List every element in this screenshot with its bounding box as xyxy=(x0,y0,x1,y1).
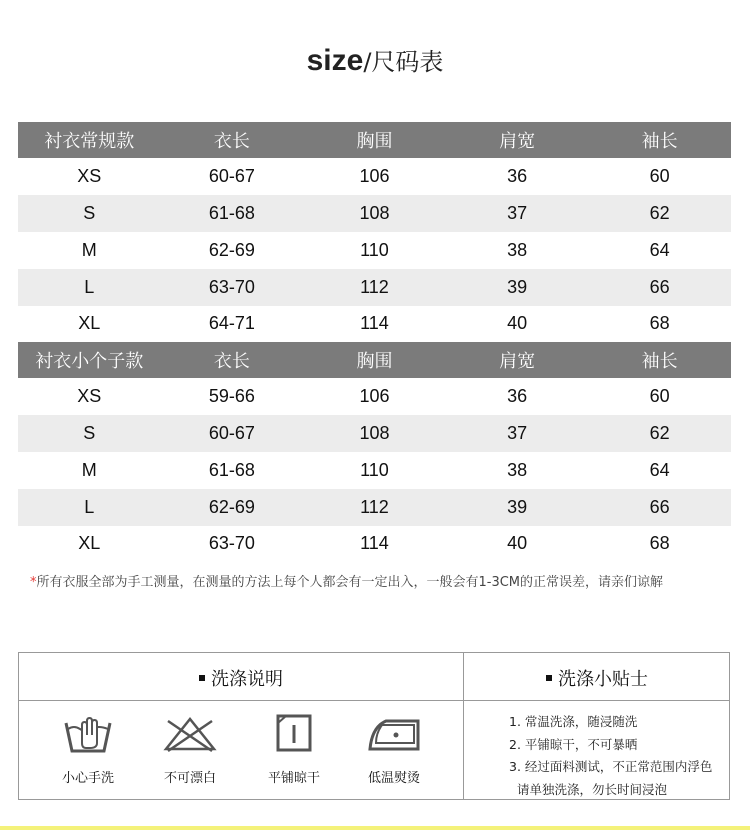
header-length: 衣长 xyxy=(213,351,250,372)
care-item-low-iron xyxy=(339,713,449,786)
cell-length: 62-69 xyxy=(208,240,255,260)
bottom-accent-bar xyxy=(0,826,750,830)
care-label: 小心手洗 xyxy=(61,771,114,786)
cell-length: 63-70 xyxy=(208,532,255,553)
tip-item: 3. 经过面料测试，不正常范围内浮色 xyxy=(509,759,713,774)
cell-sleeve: 66 xyxy=(649,277,670,297)
care-label: 不可漂白 xyxy=(163,771,216,786)
table-row xyxy=(18,195,731,232)
dry-flat-icon xyxy=(272,713,316,755)
cell-length: 60-67 xyxy=(208,423,255,443)
cell-sleeve: 66 xyxy=(649,497,670,517)
cell-sleeve: 68 xyxy=(649,532,670,553)
header-chest: 胸围 xyxy=(356,131,393,152)
cell-size: XS xyxy=(77,166,102,186)
cell-length: 61-68 xyxy=(208,460,255,480)
cell-chest: 112 xyxy=(360,497,389,517)
care-tips-list xyxy=(509,711,712,801)
care-label: 低温熨烫 xyxy=(367,771,420,786)
cell-size: M xyxy=(81,240,97,260)
header-style-name: 衬衣小个子款 xyxy=(35,351,144,372)
cell-chest: 110 xyxy=(360,460,389,480)
cell-length: 59-66 xyxy=(208,386,255,406)
header-length: 衣长 xyxy=(213,131,250,152)
measurement-note xyxy=(30,571,730,590)
header-shoulder: 肩宽 xyxy=(499,351,536,372)
care-item-hand-wash xyxy=(33,713,143,786)
table-row xyxy=(18,489,731,526)
table-row xyxy=(18,452,731,489)
low-iron-icon xyxy=(364,713,424,755)
cell-shoulder: 38 xyxy=(507,460,528,480)
cell-sleeve: 62 xyxy=(649,203,670,223)
care-item-dry-flat xyxy=(239,713,349,786)
cell-size: XS xyxy=(77,386,102,406)
cell-length: 63-70 xyxy=(208,277,255,297)
header-sleeve: 袖长 xyxy=(641,131,678,152)
care-divider-horizontal xyxy=(19,700,729,701)
cell-chest: 106 xyxy=(359,386,390,406)
table-row xyxy=(18,378,731,415)
cell-sleeve: 60 xyxy=(649,166,670,186)
size-table-petite xyxy=(18,342,731,560)
cell-shoulder: 37 xyxy=(507,423,528,443)
note-text: 所有衣服全部为手工测量，在测量的方法上每个人都会有一定出入，一般会有1-3CM的正常误差，请亲们谅解 xyxy=(36,575,664,590)
care-tips-title: 洗涤小贴士 xyxy=(463,665,731,691)
cell-length: 62-69 xyxy=(208,497,255,517)
cell-shoulder: 36 xyxy=(507,166,528,186)
cell-sleeve: 62 xyxy=(649,423,670,443)
cell-size: L xyxy=(84,497,95,517)
cell-size: L xyxy=(84,277,95,297)
page-title xyxy=(0,42,750,78)
cell-shoulder: 39 xyxy=(507,497,528,517)
cell-size: XL xyxy=(78,312,101,333)
cell-shoulder: 36 xyxy=(507,386,528,406)
table-row xyxy=(18,269,731,306)
square-bullet-icon xyxy=(546,675,552,681)
note-star: * xyxy=(30,575,37,590)
cell-chest: 106 xyxy=(359,166,390,186)
header-shoulder: 肩宽 xyxy=(499,131,536,152)
tip-item: 2. 平铺晾干，不可暴晒 xyxy=(509,736,638,752)
cell-length: 60-67 xyxy=(208,166,255,186)
size-table-regular xyxy=(18,122,731,340)
cell-shoulder: 38 xyxy=(507,240,528,260)
cell-shoulder: 37 xyxy=(507,203,528,223)
header-chest: 胸围 xyxy=(356,351,393,372)
cell-shoulder: 40 xyxy=(507,312,528,333)
table-header-regular xyxy=(18,122,731,158)
cell-chest: 112 xyxy=(360,277,389,297)
cell-sleeve: 64 xyxy=(649,240,670,260)
table-header-petite xyxy=(18,342,731,378)
care-icons xyxy=(19,713,463,798)
cell-size: S xyxy=(83,423,96,443)
cell-shoulder: 40 xyxy=(507,532,528,553)
table-row xyxy=(18,415,731,452)
header-style-name: 衬衣常规款 xyxy=(44,131,135,152)
cell-chest: 108 xyxy=(359,203,390,223)
care-panel xyxy=(18,652,730,800)
care-instructions-title: 洗涤说明 xyxy=(19,665,463,691)
cell-size: S xyxy=(83,203,96,223)
cell-chest: 114 xyxy=(360,532,389,553)
tip-item: 1. 常温洗涤，随浸随洗 xyxy=(509,714,638,729)
tip-item: 请单独洗涤，勿长时间浸泡 xyxy=(517,781,668,797)
no-bleach-icon xyxy=(162,713,218,755)
cell-chest: 114 xyxy=(360,312,389,333)
hand-wash-icon xyxy=(62,713,114,755)
cell-sleeve: 60 xyxy=(649,386,670,406)
table-row xyxy=(18,526,731,560)
cell-sleeve: 64 xyxy=(649,460,670,480)
table-row xyxy=(18,306,731,340)
table-row xyxy=(18,232,731,269)
cell-length: 61-68 xyxy=(208,203,255,223)
cell-chest: 110 xyxy=(360,240,389,260)
square-bullet-icon xyxy=(199,675,205,681)
title-zh: /尺码表 xyxy=(363,48,444,76)
care-item-no-bleach xyxy=(135,713,245,786)
cell-chest: 108 xyxy=(359,423,390,443)
header-sleeve: 袖长 xyxy=(641,351,678,372)
cell-size: M xyxy=(81,460,97,480)
care-label: 平铺晾干 xyxy=(267,771,320,786)
cell-length: 64-71 xyxy=(208,312,255,333)
cell-size: XL xyxy=(78,532,101,553)
table-row xyxy=(18,158,731,195)
title-en: size xyxy=(306,44,364,77)
cell-sleeve: 68 xyxy=(649,312,670,333)
cell-shoulder: 39 xyxy=(507,277,528,297)
